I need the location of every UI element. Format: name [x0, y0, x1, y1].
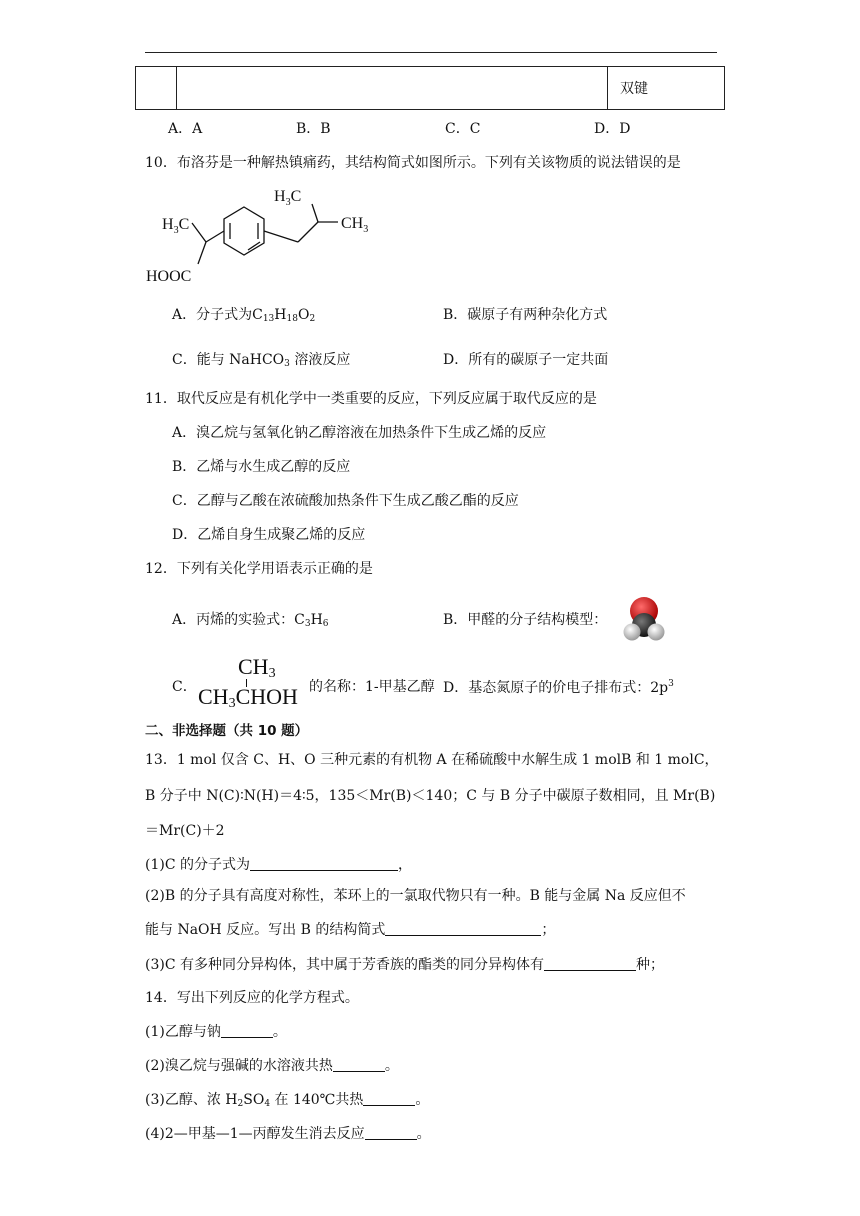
- q10-option-a: A．分子式为$C_{13}H_{18}O_2$: [172, 307, 316, 324]
- q14-part-2: (2)溴乙烷与强碱的水溶液共热 。: [145, 1058, 399, 1074]
- ch3-right-label: $CH_3$: [341, 215, 369, 235]
- answer-blank[interactable]: [250, 856, 398, 871]
- q13-line-1: 13．1 mol 仅含 C、H、O 三种元素的有机物 A 在稀硫酸中水解生成 1 molB 和 1 molC，: [145, 752, 719, 768]
- hooc-label: HOOC: [146, 268, 192, 285]
- q13-part-2-line-1: (2)B 的分子具有高度对称性，苯环上的一氯取代物只有一种。B 能与金属 Na 反应但不: [145, 888, 686, 904]
- answer-blank[interactable]: [365, 1125, 417, 1140]
- q13-line-3: ＝Mr(C)＋2: [145, 823, 225, 839]
- q13-part-2-line-2: 能与 NaOH 反应。写出 B 的结构简式 ；: [145, 922, 556, 938]
- q12-option-d: D．基态氮原子的价电子排布式：$2p^3$: [443, 679, 674, 696]
- q12-option-c-formula-bottom: $CH_3CHOH$: [198, 684, 298, 711]
- q9-option-b: B．B: [296, 121, 331, 137]
- q11-option-a: A．溴乙烷与氢氧化钠乙醇溶液在加热条件下生成乙烯的反应: [172, 425, 547, 441]
- answer-blank[interactable]: [333, 1057, 385, 1072]
- q13-part-1: (1)C 的分子式为 ，: [145, 857, 412, 873]
- table-cell-empty-1: [136, 67, 177, 110]
- q12-option-c-label: C．: [172, 679, 197, 695]
- q14-part-3: (3)乙醇、浓 $H_2SO_4$ 在 140℃共热 。: [145, 1092, 430, 1109]
- q11-option-c: C．乙醇与乙酸在浓硫酸加热条件下生成乙酸乙酯的反应: [172, 493, 519, 509]
- q12-option-b: B．甲醛的分子结构模型：: [443, 612, 608, 628]
- q11-option-b: B．乙烯与水生成乙醇的反应: [172, 459, 351, 475]
- q10-option-d: D．所有的碳原子一定共面: [443, 352, 609, 368]
- q10-option-c: C．能与 NaHCO$_3$ 溶液反应: [172, 352, 351, 369]
- q9-option-c: C．C: [445, 121, 481, 137]
- q14-stem: 14．写出下列反应的化学方程式。: [145, 990, 359, 1006]
- ch3-left-label: $H_3C$: [162, 216, 190, 236]
- header-rule: [145, 52, 717, 53]
- q14-part-1: (1)乙醇与钠 。: [145, 1024, 287, 1040]
- formaldehyde-spacefill-model: [618, 594, 670, 646]
- q9-option-a: A．A: [168, 121, 203, 137]
- q10-stem: 10．布洛芬是一种解热镇痛药，其结构简式如图所示。下列有关该物质的说法错误的是: [145, 155, 681, 171]
- q12-option-c-tail: 的名称：1-甲基乙醇: [309, 679, 435, 695]
- q10-option-b: B．碳原子有两种杂化方式: [443, 307, 608, 323]
- q11-stem: 11．取代反应是有机化学中一类重要的反应，下列反应属于取代反应的是: [145, 391, 597, 407]
- table-cell-double-bond: 双键: [608, 67, 725, 110]
- answer-blank[interactable]: [544, 956, 636, 971]
- q13-part-3: (3)C 有多种同分异构体，其中属于芳香族的酯类的同分异构体有 种；: [145, 957, 664, 973]
- h3c-top-label: $H_3C$: [274, 188, 302, 208]
- section-2-title: 二、非选择题（共 10 题）: [145, 723, 309, 739]
- ibuprofen-structure: [140, 180, 400, 292]
- q12-option-a: A．丙烯的实验式：$C_3H_6$: [172, 612, 329, 629]
- answer-blank[interactable]: [221, 1023, 273, 1038]
- answer-blank[interactable]: [363, 1091, 415, 1106]
- table-cell-empty-2: [177, 67, 608, 110]
- q14-part-4: (4)2—甲基—1—丙醇发生消去反应 。: [145, 1126, 431, 1142]
- q9-option-d: D．D: [594, 121, 631, 137]
- question-table-fragment: [135, 66, 725, 110]
- q12-option-c-formula-top: $CH_3$: [238, 654, 276, 681]
- q13-line-2: B 分子中 N(C)∶N(H)＝4∶5，135＜Mr(B)＜140；C 与 B 分子中碳原子数相同，且 Mr(B): [145, 788, 716, 804]
- q12-stem: 12．下列有关化学用语表示正确的是: [145, 561, 373, 577]
- q11-option-d: D．乙烯自身生成聚乙烯的反应: [172, 527, 366, 543]
- answer-blank[interactable]: [385, 921, 541, 936]
